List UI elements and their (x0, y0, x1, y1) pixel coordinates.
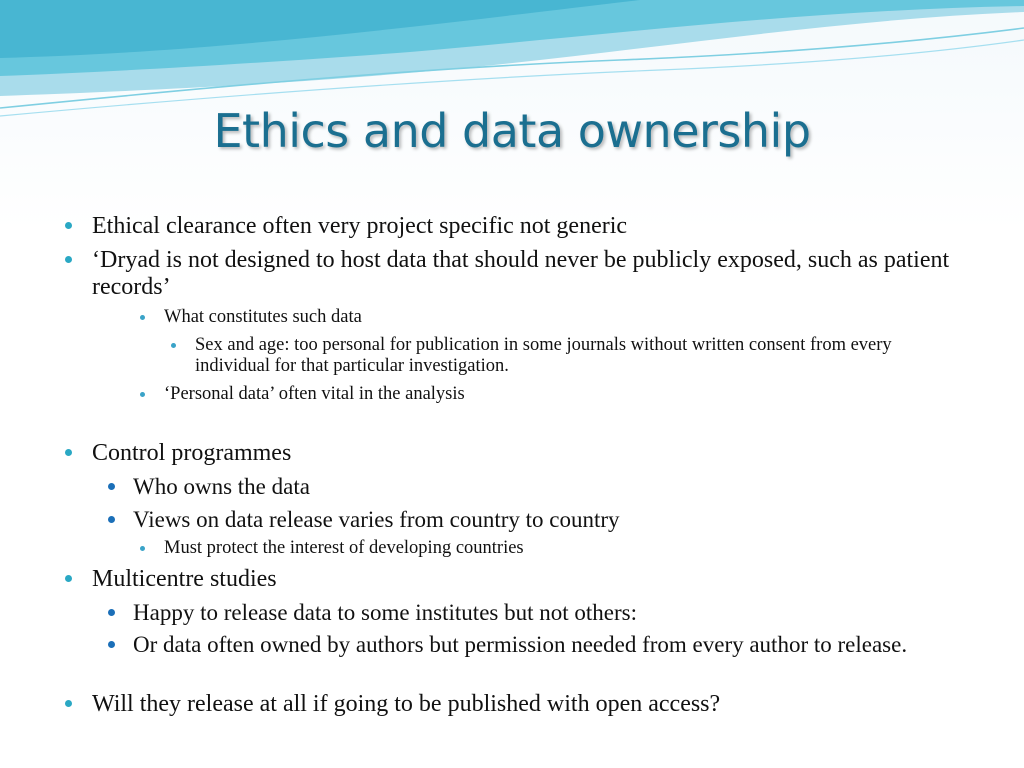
bullet-item (92, 440, 972, 467)
bullet-dot-icon (65, 575, 72, 582)
bullet-text: ‘Dryad is not designed to host data that should never be publicly exposed, such as patient records’ (92, 247, 950, 300)
sub-bullet-item (133, 632, 933, 658)
bullet-text: Multicentre studies (92, 566, 277, 592)
bullet-dot-icon (65, 222, 72, 229)
bullet-text: Ethical clearance often very project specific not generic (92, 213, 628, 239)
bullet-dot-icon (140, 546, 145, 551)
sub-sub-bullet-item (164, 538, 944, 559)
bullet-dot-icon (108, 641, 115, 648)
bullet-text: Or data often owned by authors but permission needed from every author to release. (133, 632, 908, 657)
bullet-dot-icon (140, 392, 145, 397)
bullet-list (0, 210, 1024, 750)
bullet-dot-icon (65, 700, 72, 707)
bullet-item (92, 247, 972, 301)
bullet-item (92, 691, 972, 718)
bullet-text: Sex and age: too personal for publication in some journals without written consent from every individual for that particular investigation. (195, 335, 892, 376)
sub-bullet-item (133, 600, 963, 626)
bullet-dot-icon (65, 449, 72, 456)
bullet-text: Must protect the interest of developing countries (164, 538, 524, 558)
sub-bullet-item (133, 474, 963, 500)
bullet-text: What constitutes such data (164, 307, 362, 327)
bullet-dot-icon (65, 256, 72, 263)
sub-bullet-item (133, 507, 963, 533)
bullet-item (92, 213, 972, 240)
slide-title: Ethics and data ownership (213, 104, 811, 158)
bullet-text: Who owns the data (133, 474, 310, 499)
bullet-text: Happy to release data to some institutes but not others: (133, 600, 637, 625)
bullet-text: ‘Personal data’ often vital in the analysis (164, 384, 465, 404)
bullet-dot-icon (108, 516, 115, 523)
sub-bullet-item (164, 384, 944, 405)
bullet-text: Control programmes (92, 440, 292, 466)
bullet-dot-icon (171, 343, 176, 348)
sub-sub-bullet-item (195, 335, 935, 377)
bullet-dot-icon (108, 483, 115, 490)
bullet-text: Will they release at all if going to be published with open access? (92, 691, 721, 717)
sub-bullet-item (164, 307, 944, 328)
bullet-item (92, 566, 972, 593)
bullet-text: Views on data release varies from country to country (133, 507, 620, 532)
bullet-dot-icon (108, 609, 115, 616)
bullet-dot-icon (140, 315, 145, 320)
